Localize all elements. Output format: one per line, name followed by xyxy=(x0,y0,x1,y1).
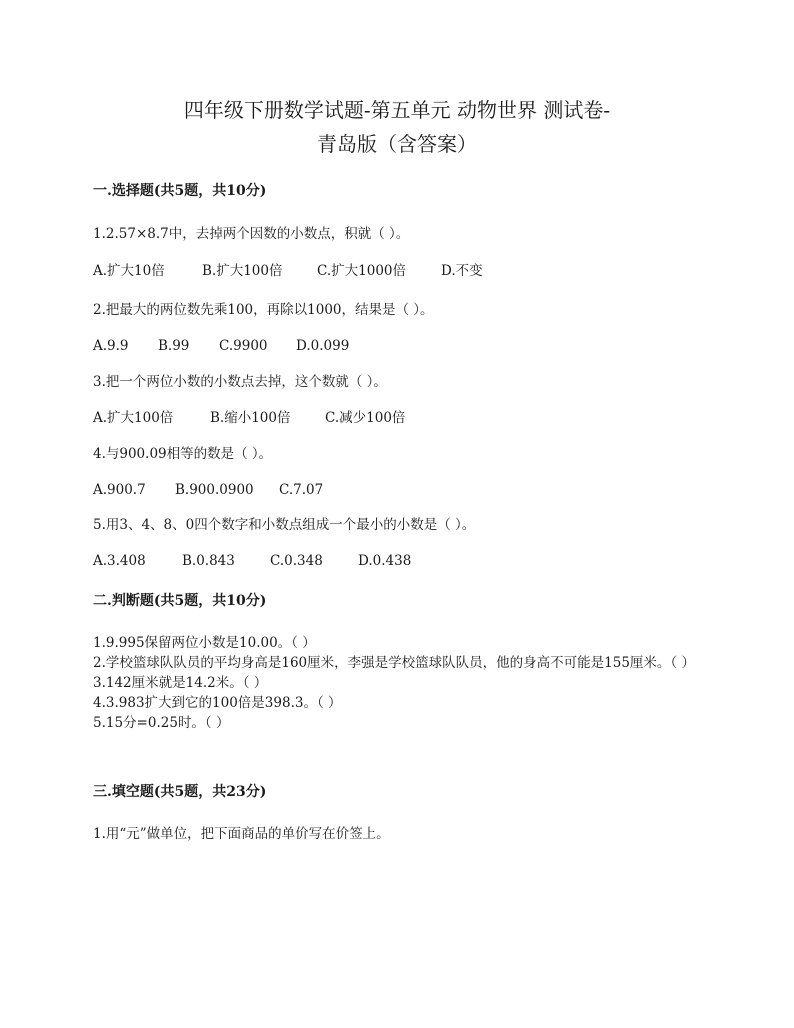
option-a: A.3.408 xyxy=(93,553,146,569)
option-c: C.0.348 xyxy=(270,553,323,569)
judge-item-5: 5.15分=0.25时。（ ） xyxy=(93,715,230,731)
option-b: B.99 xyxy=(158,338,190,354)
section-1-heading: 一.选择题(共5题，共10分) xyxy=(93,183,267,199)
option-c: C.减少100倍 xyxy=(325,410,406,426)
option-a: A.9.9 xyxy=(93,338,129,354)
option-d: D.0.099 xyxy=(296,338,350,354)
question-1-2-options xyxy=(93,336,349,356)
question-1-3-options xyxy=(93,408,405,428)
question-1-5: 5.用3、4、8、0四个数字和小数点组成一个最小的小数是（ ）。 xyxy=(93,517,476,533)
question-1-1-options xyxy=(93,261,483,281)
question-1-2: 2.把最大的两位数先乘100，再除以1000，结果是（ ）。 xyxy=(93,302,434,318)
option-a: A.900.7 xyxy=(93,482,146,498)
judge-item-4: 4.3.983扩大到它的100倍是398.3。（ ） xyxy=(93,695,342,711)
option-b: B.扩大100倍 xyxy=(202,263,283,279)
question-1-1: 1.2.57×8.7中，去掉两个因数的小数点，积就（ ）。 xyxy=(93,226,410,242)
option-c: C.扩大1000倍 xyxy=(317,263,406,279)
judge-item-1: 1.9.995保留两位小数是10.00。（ ） xyxy=(93,635,316,651)
option-d: D.0.438 xyxy=(358,553,412,569)
title-line-1: 四年级下册数学试题-第五单元 动物世界 测试卷- xyxy=(183,98,611,122)
option-a: A.扩大10倍 xyxy=(93,263,165,279)
question-1-4: 4.与900.09相等的数是（ ）。 xyxy=(93,446,273,462)
option-d: D.不变 xyxy=(441,263,483,279)
option-b: B.0.843 xyxy=(182,553,235,569)
question-1-3: 3.把一个两位小数的小数点去掉，这个数就（ ）。 xyxy=(93,374,387,390)
option-b: B.缩小100倍 xyxy=(210,410,291,426)
option-c: C.9900 xyxy=(219,338,268,354)
judge-item-2: 2.学校篮球队队员的平均身高是160厘米，李强是学校篮球队队员，他的身高不可能是155厘米。（ ） xyxy=(93,655,695,671)
option-c: C.7.07 xyxy=(279,482,324,498)
question-1-4-options xyxy=(93,480,323,500)
judge-item-3: 3.142厘米就是14.2米。（ ） xyxy=(93,675,268,691)
section-3-heading: 三.填空题(共5题，共23分) xyxy=(93,784,267,800)
section-2-heading: 二.判断题(共5题，共10分) xyxy=(93,593,267,609)
option-a: A.扩大100倍 xyxy=(93,410,174,426)
title-line-2: 青岛版（含答案） xyxy=(317,132,477,156)
question-1-5-options xyxy=(93,551,411,571)
true-false-list xyxy=(93,633,713,733)
option-b: B.900.0900 xyxy=(175,482,254,498)
fill-question-1: 1.用“元”做单位，把下面商品的单价写在价签上。 xyxy=(93,826,390,842)
